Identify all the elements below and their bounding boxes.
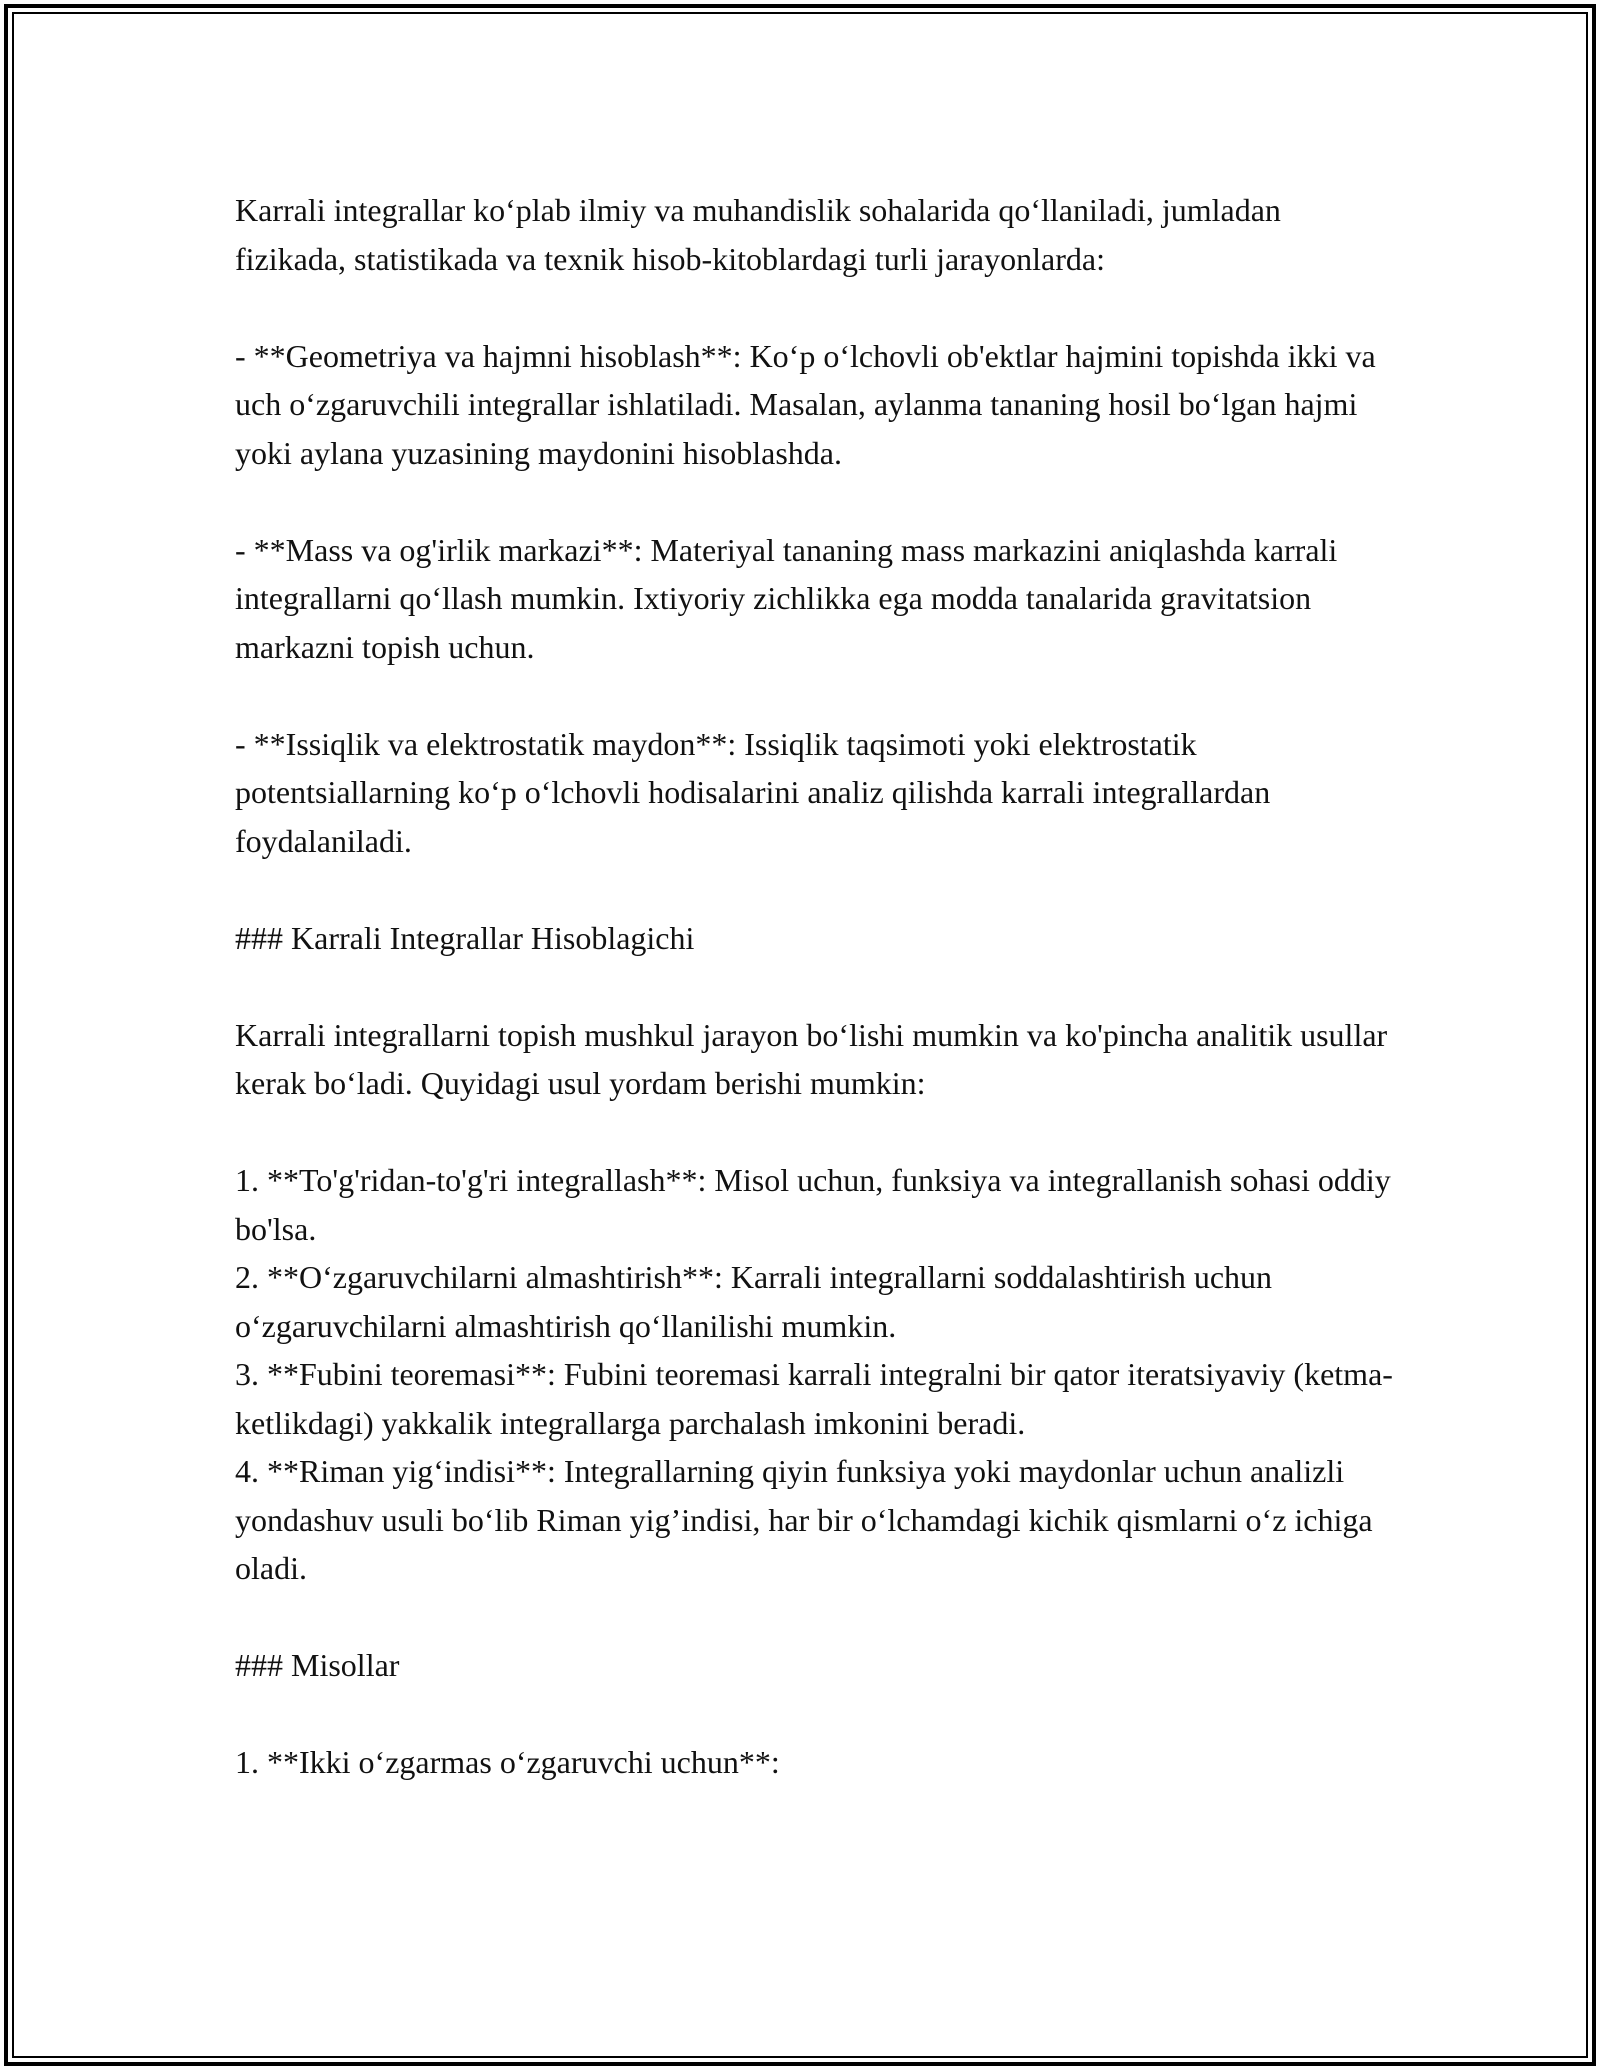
intro-paragraph: Karrali integrallar ko‘plab ilmiy va muhandislik sohalarida qo‘llaniladi, jumladan fizikada, statistikada va texnik hisob-kitoblardagi turli jarayonlarda: [235, 192, 1281, 277]
method-fubini: 3. **Fubini teoremasi**: Fubini teoremasi karrali integralni bir qator iteratsiyaviy (ketma-ketlikdagi) yakkalik integrallarga parchalash imkonini beradi. [235, 1356, 1393, 1441]
bullet-heat-electrostatic: - **Issiqlik va elektrostatik maydon**: Issiqlik taqsimoti yoki elektrostatik potentsiallarning ko‘p o‘lchovli hodisalarini analiz qilishda karrali integrallardan foydalaniladi. [235, 725, 1271, 859]
bullet-geometry: - **Geometriya va hajmni hisoblash**: Ko‘p o‘lchovli ob'ektlar hajmini topishda ikki va uch o‘zgaruvchili integrallar ishlatiladi. Masalan, aylanma tananing hosil bo‘lgan hajmi yoki aylana yuzasining maydonini hisoblashda. [235, 337, 1376, 471]
heading-examples: ### Misollar [235, 1647, 400, 1683]
calculator-intro: Karrali integrallarni topish mushkul jarayon bo‘lishi mumkin va ko'pincha analitik usullar kerak bo‘ladi. Quyidagi usul yordam berishi mumkin: [235, 1016, 1388, 1101]
method-riemann-sum: 4. **Riman yig‘indisi**: Integrallarning qiyin funksiya yoki maydonlar uchun analizli yondashuv usuli bo‘lib Riman yig’indisi, har bir o‘lchamdagi kichik qismlarni o‘z ichiga oladi. [235, 1453, 1373, 1586]
bullet-mass-center: - **Mass va og'irlik markazi**: Materiyal tananing mass markazini aniqlashda karrali integrallarni qo‘llash mumkin. Ixtiyoriy zichlikka ega modda tanalarida gravitatsion markazni topish uchun. [235, 531, 1338, 665]
document-body [235, 186, 1395, 1787]
heading-calculator: ### Karrali Integrallar Hisoblagichi [235, 919, 695, 956]
method-direct-integration: 1. **To'g'ridan-to'g'ri integrallash**: Misol uchun, funksiya va integrallanish sohasi oddiy bo'lsa. [235, 1162, 1391, 1247]
method-change-variables: 2. **O‘zgaruvchilarni almashtirish**: Karrali integrallarni soddalashtirish uchun o‘zgaruvchilarni almashtirish qo‘llanilishi mumkin. [235, 1259, 1273, 1344]
example-first: 1. **Ikki o‘zgarmas o‘zgaruvchi uchun**: [235, 1744, 780, 1780]
